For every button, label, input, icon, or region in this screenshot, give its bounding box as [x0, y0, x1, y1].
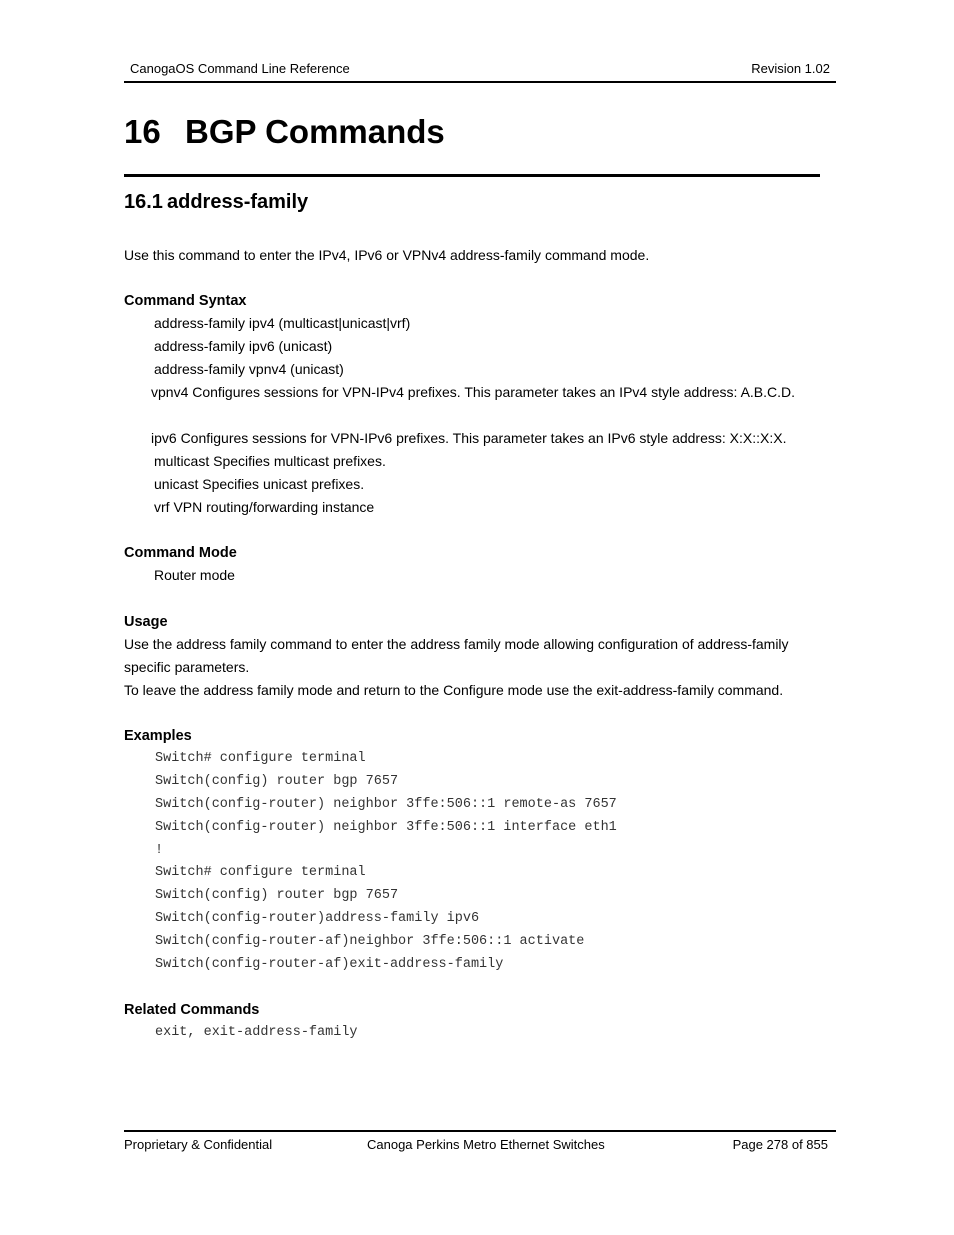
example-code-line: Switch(config-router-af)exit-address-family: [155, 957, 504, 972]
example-code-line: Switch(config-router) neighbor 3ffe:506::1 remote-as 7657: [155, 797, 617, 812]
example-code-line: Switch(config-router-af)neighbor 3ffe:506::1 activate: [155, 934, 585, 949]
related-commands: exit, exit-address-family: [155, 1025, 358, 1040]
example-code-line: !: [155, 843, 164, 858]
header-rule: [124, 81, 836, 83]
examples-label: Examples: [124, 728, 192, 744]
param-line: unicast Specifies unicast prefixes.: [154, 476, 365, 492]
section-title-text: address-family: [167, 191, 309, 213]
param-line: multicast Specifies multicast prefixes.: [154, 453, 386, 469]
intro-paragraph: Use this command to enter the IPv4, IPv6 or VPNv4 address-family command mode.: [124, 247, 650, 263]
chapter-rule: [124, 174, 820, 177]
footer-center: Canoga Perkins Metro Ethernet Switches: [367, 1137, 605, 1152]
mode-value: Router mode: [154, 567, 235, 583]
syntax-label: Command Syntax: [124, 293, 247, 309]
chapter-title: [124, 113, 445, 151]
example-code-line: Switch# configure terminal: [155, 865, 366, 880]
header-revision: Revision 1.02: [751, 61, 830, 76]
usage-paragraph-2: To leave the address family mode and return to the Configure mode use the exit-address-family command.: [124, 682, 784, 698]
syntax-line: address-family vpnv4 (unicast): [154, 361, 344, 377]
section-title: [124, 191, 308, 214]
chapter-title-text: BGP Commands: [185, 113, 445, 150]
syntax-line: address-family ipv4 (multicast|unicast|vrf): [154, 315, 411, 331]
example-code-line: Switch# configure terminal: [155, 751, 366, 766]
example-code-line: Switch(config-router)address-family ipv6: [155, 911, 480, 926]
section-number: 16.1: [124, 191, 163, 213]
page-number: Page 278 of 855: [732, 1137, 828, 1152]
footer-left: Proprietary & Confidential: [124, 1137, 273, 1152]
param-line: vrf VPN routing/forwarding instance: [154, 499, 375, 515]
usage-label: Usage: [124, 614, 168, 630]
syntax-line: address-family ipv6 (unicast): [154, 338, 333, 354]
example-code-line: Switch(config) router bgp 7657: [155, 888, 399, 903]
footer-rule: [124, 1130, 836, 1132]
ipv6-description: ipv6 Configures sessions for VPN-IPv6 prefixes. This parameter takes an IPv6 style address: X:X::X:X.: [151, 430, 787, 446]
usage-paragraph-1: Use the address family command to enter the address family mode allowing configuration of address-family specific parameters.: [124, 636, 789, 675]
mode-label: Command Mode: [124, 545, 237, 561]
chapter-number: 16: [124, 113, 161, 150]
example-code-line: Switch(config-router) neighbor 3ffe:506::1 interface eth1: [155, 820, 617, 835]
header-title: CanogaOS Command Line Reference: [130, 61, 350, 76]
example-code-line: Switch(config) router bgp 7657: [155, 774, 399, 789]
vpnv4-description: vpnv4 Configures sessions for VPN-IPv4 prefixes. This parameter takes an IPv4 style address: A.B.C.D.: [151, 384, 796, 400]
related-label: Related Commands: [124, 1002, 260, 1018]
